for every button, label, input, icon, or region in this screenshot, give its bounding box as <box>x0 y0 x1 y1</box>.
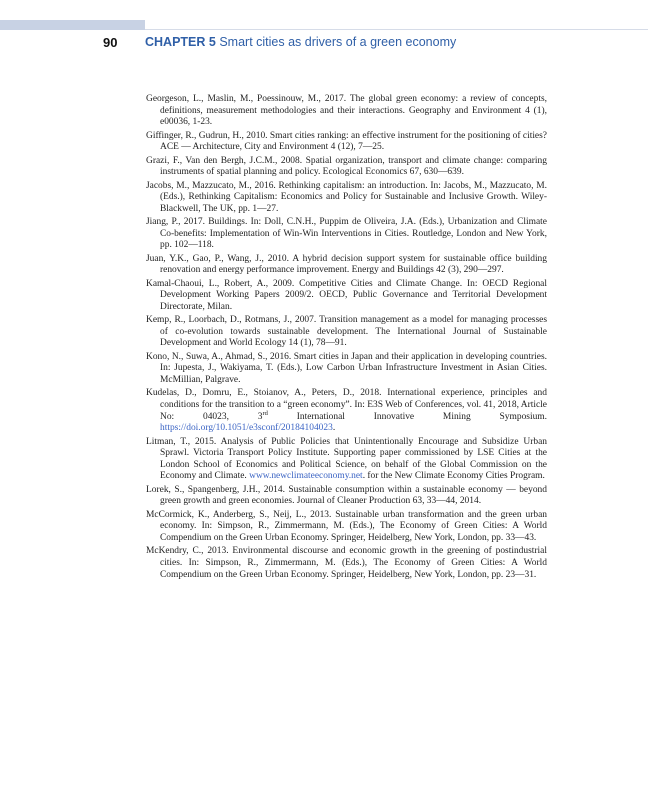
reference-entry: Grazi, F., Van den Bergh, J.C.M., 2008. Spatial organization, transport and climate change: comparing instruments of spatial planning and policy. Ecological Economics 67, 630—639. <box>146 155 547 178</box>
reference-entry: McCormick, K., Anderberg, S., Neij, L., 2013. Sustainable urban transformation and the green urban economy. In: Simpson, R., Zimmermann, M. (Eds.), The Economy of Green Cities: A World Compendium on the Green Urban Economy. Springer, Heidelberg, New York, London, pp. 33—43. <box>146 509 547 543</box>
reference-entry: Lorek, S., Spangenberg, J.H., 2014. Sustainable consumption within a sustainable economy — beyond green growth and green economies. Journal of Cleaner Production 63, 33—44, 2014. <box>146 484 547 507</box>
reference-entry: Kono, N., Suwa, A., Ahmad, S., 2016. Smart cities in Japan and their application in developing countries. In: Jupesta, J., Wakiyama, T. (Eds.), Low Carbon Urban Infrastructure Investment in Asian Cities. McMillian, Palgrave. <box>146 351 547 386</box>
reference-text: International Innovative Mining Symposium. <box>267 411 547 422</box>
header-accent-bar <box>0 20 145 30</box>
reference-text: . for the New Climate Economy Cities Program. <box>362 471 545 482</box>
reference-entry: Giffinger, R., Gudrun, H., 2010. Smart cities ranking: an effective instrument for the positioning of cities? ACE — Architecture, City and Environment 4 (12), 7—25. <box>146 130 547 153</box>
reference-entry <box>146 388 547 434</box>
reference-text: . <box>332 423 336 434</box>
chapter-title: Smart cities as drivers of a green economy <box>219 35 457 49</box>
reference-entry: Kemp, R., Loorbach, D., Rotmans, J., 2007. Transition management as a model for managing processes of co-evolution towards sustainable development. The International Journal of Sustainable Development and World Ecology 14 (1), 78—91. <box>146 315 547 349</box>
reference-list <box>146 94 547 583</box>
chapter-label: CHAPTER 5 <box>145 35 216 49</box>
reference-entry: Jacobs, M., Mazzucato, M., 2016. Rethinking capitalism: an introduction. In: Jacobs, M., Mazzucato, M. (Eds.), Rethinking Capitalism: Economics and Policy for Sustainable and Inclusive Growth. Wiley-Blackwell, The UK, pp. 1—27. <box>146 180 547 214</box>
reference-text: Litman, T., 2015. Analysis of Public Policies that Unintentionally Encourage and Subsidize Urban Sprawl. Victoria Transport Policy Institute. Supporting paper commissioned by LSE Cities at the London School of Economics and Political Science, on behalf of the Global Commission on the Economy and Climate. <box>146 436 547 482</box>
ordinal-superscript: rd <box>262 409 268 417</box>
reference-entry <box>146 437 547 483</box>
reference-entry: Kamal-Chaoui, L., Robert, A., 2009. Competitive Cities and Climate Change. In: OECD Regional Development Working Papers 2009/2. OECD, Public Governance and Territorial Development Directorate, Milan. <box>146 278 547 312</box>
reference-entry: Jiang, P., 2017. Buildings. In: Doll, C.N.H., Puppim de Oliveira, J.A. (Eds.), Urbanization and Climate Co-benefits: Implementation of Win-Win Interventions in Cities. Routledge, London and New York, pp. 102—118. <box>146 217 547 251</box>
chapter-heading <box>145 35 456 49</box>
reference-entry: McKendry, C., 2013. Environmental discourse and economic growth in the greening of postindustrial cities. In: Simpson, R., Zimmermann, M. (Eds.), The Economy of Green Cities: A World Compendium on the Green Urban Economy. Springer, Heidelberg, New York, London, pp. 23—31. <box>146 546 547 580</box>
header-rule <box>145 29 648 30</box>
page-number: 90 <box>103 35 118 50</box>
reference-text: Kudelas, D., Domru, E., Stoianov, A., Peters, D., 2018. International experience, principles and conditions for the transition to a “green economy”. In: E3S Web of Conferences, vol. 41, 2018, Article No: 04023, 3 <box>146 388 547 422</box>
doi-link[interactable]: https://doi.org/10.1051/e3sconf/20184104023 <box>160 423 333 434</box>
reference-entry: Juan, Y.K., Gao, P., Wang, J., 2010. A hybrid decision support system for sustainable office building renovation and energy performance improvement. Energy and Buildings 42 (3), 290—297. <box>146 253 547 276</box>
reference-entry: Georgeson, L., Maslin, M., Poessinouw, M., 2017. The global green economy: a review of concepts, definitions, measurement methodologies and their interactions. Geography and Environment 4 (1), e00036, 1-23. <box>146 94 547 128</box>
website-link[interactable]: www.newclimateeconomy.net <box>249 471 363 482</box>
